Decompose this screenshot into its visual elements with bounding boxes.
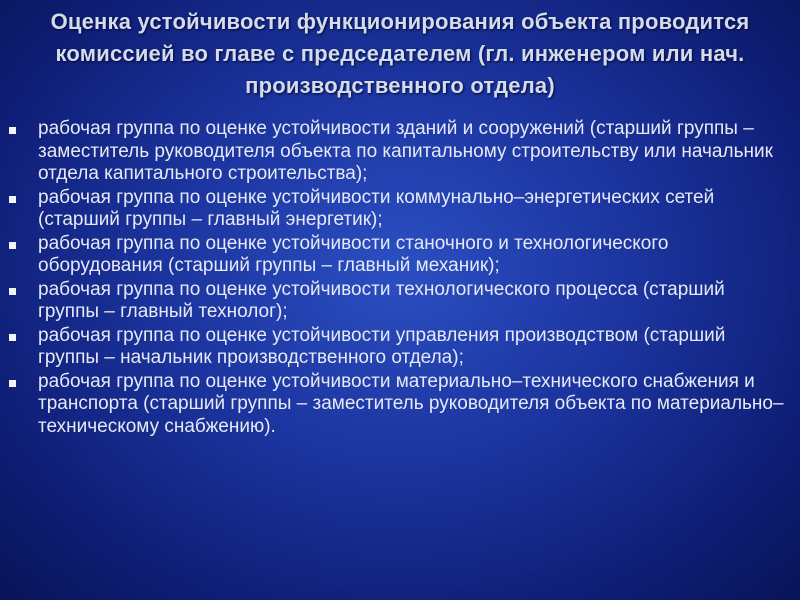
list-item-text: рабочая группа по оценке устойчивости коммунально–энергетических сетей (старший группы – главный энергетик); <box>38 186 715 230</box>
slide-title: Оценка устойчивости функционирования объекта проводится комиссией во главе с председателем (гл. инженером или нач. производственного отдела) <box>50 9 750 98</box>
list-item-text: рабочая группа по оценке устойчивости материально–технического снабжения и транспорта (старший группы – заместитель руководителя объекта по материально–техническому снабжению). <box>38 370 784 437</box>
square-bullet-icon <box>9 380 16 387</box>
list-item-text: рабочая группа по оценке устойчивости технологического процесса (старший группы – главный технолог); <box>38 278 725 322</box>
list-item-text: рабочая группа по оценке устойчивости станочного и технологического оборудования (старший группы – главный механик); <box>38 232 669 276</box>
list-item <box>0 325 800 370</box>
list-item-text: рабочая группа по оценке устойчивости зданий и сооружений (старший группы – заместитель руководителя объекта по капитальному строительству или начальник отдела капитального строительства); <box>38 118 773 184</box>
list-item-text: рабочая группа по оценке устойчивости управления производством (старший группы – начальник производственного отдела); <box>38 324 726 368</box>
bullet-list <box>0 118 800 439</box>
list-item <box>0 118 800 186</box>
list-item <box>0 279 800 324</box>
square-bullet-icon <box>9 196 16 203</box>
list-item <box>0 371 800 439</box>
list-item <box>0 187 800 232</box>
square-bullet-icon <box>9 334 16 341</box>
square-bullet-icon <box>9 127 16 134</box>
square-bullet-icon <box>9 242 16 249</box>
square-bullet-icon <box>9 288 16 295</box>
list-item <box>0 233 800 278</box>
